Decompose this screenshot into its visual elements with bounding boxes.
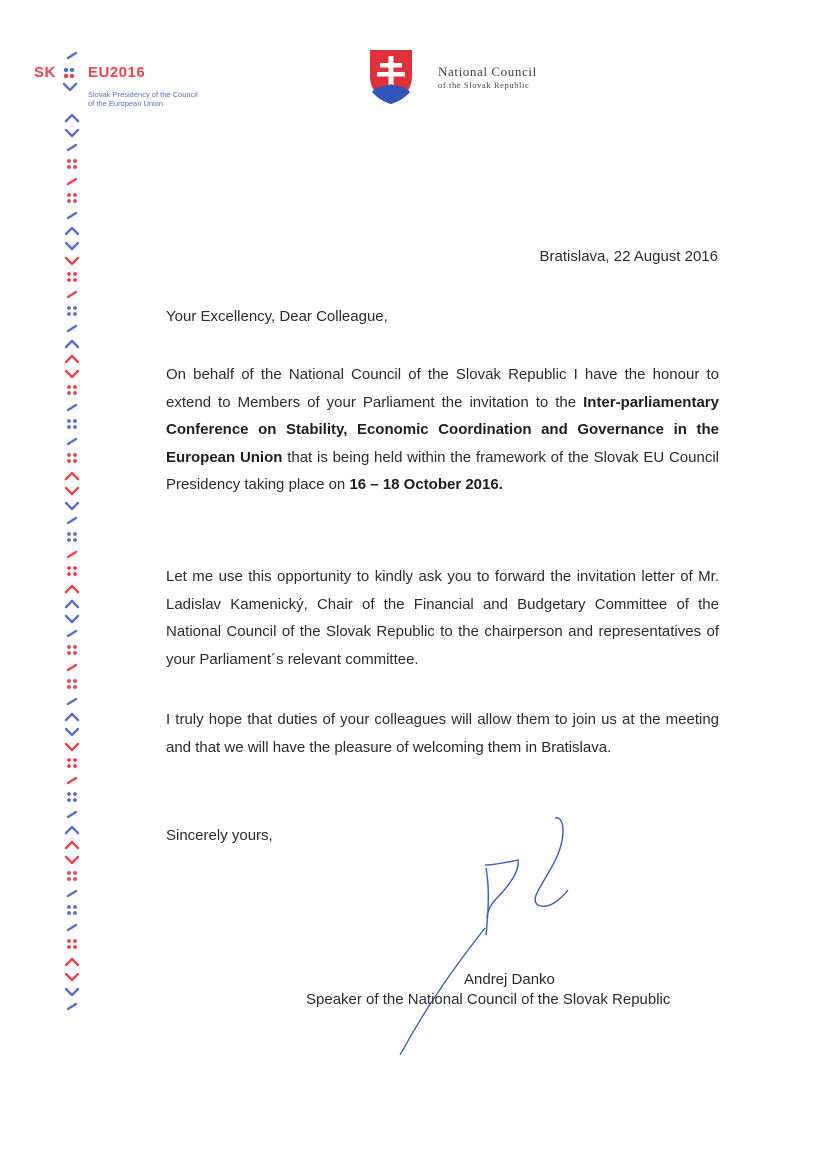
presidency-subtitle-line2: of the European Union bbox=[88, 99, 164, 108]
decorative-pattern-strip bbox=[60, 110, 84, 1025]
slash-mark-icon bbox=[68, 326, 76, 331]
dot-mark bbox=[67, 199, 71, 203]
presidency-logo-sk: SK bbox=[34, 64, 56, 81]
dot-mark bbox=[73, 459, 77, 463]
dot-mark bbox=[73, 685, 77, 689]
chevron-down-icon bbox=[66, 989, 78, 995]
chevron-up-icon bbox=[66, 842, 78, 848]
slash-mark-icon bbox=[68, 292, 76, 297]
chevron-up-icon bbox=[66, 959, 78, 965]
dot-mark bbox=[73, 566, 77, 570]
letter-paragraph-3: I truly hope that duties of your colleagues will allow them to join us at the meeting and that we will have the pleasure of welcoming them in Bratislava. bbox=[166, 711, 719, 756]
dot-mark bbox=[73, 306, 77, 310]
slash-mark-icon bbox=[68, 631, 76, 636]
dot-mark bbox=[73, 199, 77, 203]
dot-mark bbox=[73, 453, 77, 457]
slovak-coat-of-arms-icon bbox=[368, 48, 414, 106]
slash-mark-icon bbox=[68, 179, 76, 184]
dot-mark bbox=[73, 905, 77, 909]
dot-mark bbox=[73, 193, 77, 197]
chevron-down-icon bbox=[66, 616, 78, 622]
dot-mark bbox=[67, 306, 71, 310]
chevron-up-icon bbox=[66, 601, 78, 607]
signer-name: Andrej Danko bbox=[464, 971, 555, 988]
dot-mark bbox=[67, 165, 71, 169]
dot-mark bbox=[67, 272, 71, 276]
letter-paragraph-2: Let me use this opportunity to kindly ask you to forward the invitation letter of Mr. Ladislav Kamenický, Chair of the Financial and Budgetary Committee of the National Council of the Slovak Republic to the chairperson and representatives of your Parliament´s relevant committee. bbox=[166, 568, 719, 668]
dot-mark bbox=[67, 905, 71, 909]
dot-mark bbox=[73, 272, 77, 276]
council-title-line1: National Council bbox=[438, 64, 537, 79]
dot-mark bbox=[73, 651, 77, 655]
dot-mark bbox=[73, 532, 77, 536]
dots-cluster-icon bbox=[67, 385, 77, 395]
dot-mark bbox=[67, 312, 71, 316]
chevron-up-icon bbox=[66, 827, 78, 833]
dots-cluster-icon bbox=[67, 193, 77, 203]
dots-cluster-icon bbox=[67, 758, 77, 768]
slash-mark-icon bbox=[68, 1004, 76, 1009]
dot-mark bbox=[67, 459, 71, 463]
dot-mark bbox=[67, 159, 71, 163]
slash-mark-icon bbox=[68, 405, 76, 410]
dot-mark bbox=[73, 871, 77, 875]
dot-mark bbox=[67, 679, 71, 683]
presidency-logo-eu2016: EU2016 bbox=[88, 64, 146, 81]
dot-mark bbox=[67, 278, 71, 282]
dot-mark bbox=[67, 193, 71, 197]
chevron-down-icon bbox=[66, 371, 78, 377]
slash-mark-icon bbox=[68, 518, 76, 523]
dot-mark bbox=[67, 871, 71, 875]
letter-closing: Sincerely yours, bbox=[166, 827, 273, 844]
dot-mark bbox=[73, 572, 77, 576]
dots-cluster-icon bbox=[67, 419, 77, 429]
chevron-up-icon bbox=[66, 586, 78, 592]
presidency-mark-icon bbox=[60, 50, 84, 96]
dot-mark bbox=[67, 764, 71, 768]
dot-mark bbox=[67, 758, 71, 762]
dot-mark bbox=[73, 391, 77, 395]
dot-mark bbox=[67, 939, 71, 943]
conference-dates: 16 – 18 October 2016. bbox=[349, 476, 503, 493]
dots-cluster-icon bbox=[67, 939, 77, 949]
council-title bbox=[438, 64, 537, 90]
dot-mark bbox=[67, 538, 71, 542]
slash-mark-icon bbox=[68, 145, 76, 150]
dots-cluster-icon bbox=[67, 871, 77, 881]
dot-mark bbox=[67, 532, 71, 536]
dot-mark bbox=[67, 792, 71, 796]
dot-mark bbox=[73, 159, 77, 163]
dots-cluster-icon bbox=[67, 792, 77, 802]
handwritten-signature bbox=[390, 810, 590, 1060]
dots-cluster-icon bbox=[67, 453, 77, 463]
signer-title: Speaker of the National Council of the Slovak Republic bbox=[306, 991, 671, 1008]
dot-mark bbox=[73, 792, 77, 796]
dot-mark bbox=[73, 538, 77, 542]
dot-mark bbox=[67, 566, 71, 570]
dot-mark bbox=[73, 758, 77, 762]
dots-cluster-icon bbox=[67, 679, 77, 689]
dots-cluster-icon bbox=[67, 272, 77, 282]
slash-mark-icon bbox=[68, 891, 76, 896]
slash-mark-icon bbox=[68, 552, 76, 557]
dot-mark bbox=[67, 945, 71, 949]
conference-title: Inter-parliamentary Conference on Stability, Economic Coordination and Governance in the European Union bbox=[166, 393, 719, 466]
dot-mark bbox=[73, 312, 77, 316]
dot-mark bbox=[67, 645, 71, 649]
dots-cluster-icon bbox=[67, 645, 77, 655]
dot-mark bbox=[73, 764, 77, 768]
dot-mark bbox=[73, 939, 77, 943]
slash-mark-icon bbox=[68, 812, 76, 817]
dots-cluster-icon bbox=[67, 159, 77, 169]
chevron-down-icon bbox=[66, 258, 78, 264]
chevron-down-icon bbox=[66, 857, 78, 863]
dot-mark bbox=[67, 425, 71, 429]
dot-mark bbox=[73, 165, 77, 169]
dots-cluster-icon bbox=[67, 532, 77, 542]
chevron-down-icon bbox=[66, 503, 78, 509]
dots-cluster-icon bbox=[67, 905, 77, 915]
letter-paragraph-1 bbox=[166, 361, 719, 499]
dot-mark bbox=[73, 911, 77, 915]
letter-salutation: Your Excellency, Dear Colleague, bbox=[166, 308, 388, 325]
dot-mark bbox=[73, 385, 77, 389]
dot-mark bbox=[73, 645, 77, 649]
slash-mark-icon bbox=[68, 699, 76, 704]
dot-mark bbox=[67, 391, 71, 395]
slash-mark-icon bbox=[68, 778, 76, 783]
chevron-down-icon bbox=[66, 744, 78, 750]
dots-cluster-icon bbox=[67, 566, 77, 576]
dot-mark bbox=[73, 425, 77, 429]
dot-mark bbox=[67, 453, 71, 457]
chevron-down-icon bbox=[66, 488, 78, 494]
dot-mark bbox=[67, 877, 71, 881]
dot-mark bbox=[73, 877, 77, 881]
chevron-down-icon bbox=[66, 130, 78, 136]
presidency-subtitle-line1: Slovak Presidency of the Council bbox=[88, 90, 198, 99]
p1-text-a: On behalf of the National Council of the Slovak Republic I have the honour to extend to Members of your Parliament the invitation to the bbox=[166, 366, 719, 411]
dot-mark bbox=[67, 685, 71, 689]
dot-mark bbox=[73, 798, 77, 802]
p1-text-c: that is being held within the framework of the Slovak EU Council Presidency taking place on bbox=[166, 448, 719, 493]
dot-mark bbox=[67, 651, 71, 655]
dot-mark bbox=[73, 945, 77, 949]
chevron-up-icon bbox=[66, 473, 78, 479]
chevron-up-icon bbox=[66, 228, 78, 234]
dots-cluster-icon bbox=[67, 306, 77, 316]
dot-mark bbox=[67, 911, 71, 915]
dot-mark bbox=[67, 385, 71, 389]
chevron-up-icon bbox=[66, 115, 78, 121]
slash-mark-icon bbox=[68, 213, 76, 218]
slash-mark-icon bbox=[68, 439, 76, 444]
dot-mark bbox=[67, 419, 71, 423]
dot-mark bbox=[73, 278, 77, 282]
chevron-up-icon bbox=[66, 714, 78, 720]
dot-mark bbox=[67, 798, 71, 802]
letter-date: Bratislava, 22 August 2016 bbox=[539, 248, 718, 265]
dot-mark bbox=[67, 572, 71, 576]
dot-mark bbox=[73, 679, 77, 683]
council-title-line2: of the Slovak Republic bbox=[438, 80, 530, 90]
chevron-up-icon bbox=[66, 356, 78, 362]
chevron-up-icon bbox=[66, 341, 78, 347]
slash-mark-icon bbox=[68, 925, 76, 930]
chevron-down-icon bbox=[66, 974, 78, 980]
dot-mark bbox=[73, 419, 77, 423]
chevron-down-icon bbox=[66, 243, 78, 249]
slash-mark-icon bbox=[68, 665, 76, 670]
chevron-down-icon bbox=[66, 729, 78, 735]
